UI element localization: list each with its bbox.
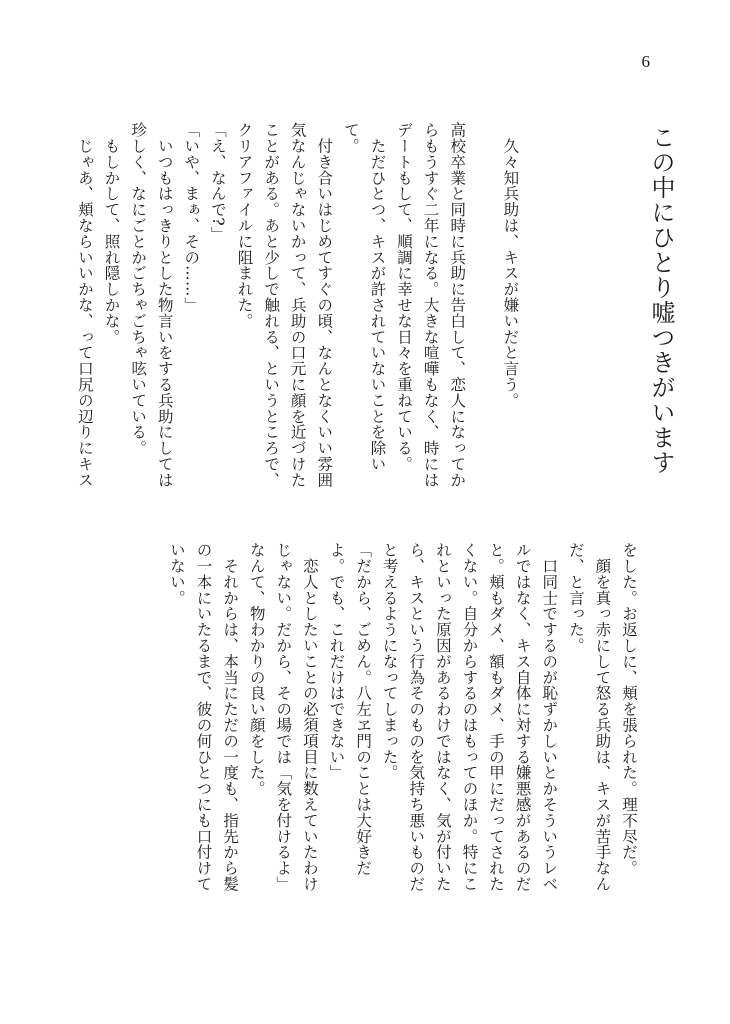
body-text-lower bbox=[163, 542, 642, 902]
dialogue-line: 「だから、ごめん。八左ヱ門のことは大好きだよ。でも、これだけはできない」 bbox=[327, 542, 373, 876]
blank-line bbox=[470, 122, 497, 492]
body-text-upper bbox=[71, 122, 550, 492]
paragraph: 口同士でするのが恥ずかしいとかそういうレベルではなく、キス自体に対する嫌悪感があるのだと。頬もダメ、額もダメ、手の甲にだってされたくない。自分からするのはもってのほか。特にこれといった原因があるわけではなく、気が付いたら、キスという行為そのものを気持ち悪いものだと考えるようになってしまった。 bbox=[380, 542, 559, 892]
paragraph: いつもはっきりとした物言いをする兵助にしては珍しく、なにごとかごちゃごちゃ呟いている。 bbox=[129, 122, 174, 488]
chapter-title: この中にひとり嘘つきがいます bbox=[647, 125, 675, 475]
dialogue-line: 「え、なんで?」 bbox=[208, 122, 227, 243]
paragraph: 顔を真っ赤にして怒る兵助は、キスが苦手なんだ、と言った。 bbox=[566, 542, 612, 892]
blank-line bbox=[523, 122, 550, 492]
paragraph: 恋人としたいことの必須項目に数えていたわけじゃない。だから、その場では「気を付けるよ」なんて、物わかりの良い顔をした。 bbox=[247, 542, 319, 892]
paragraph: それからは、本当にただの一度も、指先から髪の一本にいたるまで、彼の何ひとつにも口付けていない。 bbox=[167, 542, 240, 892]
paragraph: じゃあ、頬ならいいかな、って口尻の辺りにキス bbox=[75, 122, 94, 488]
paragraph: 久々知兵助は、キスが嫌いだと言う。 bbox=[501, 122, 520, 409]
paragraph: 高校卒業と同時に兵助に告白して、恋人になってからもうすぐ二年になる。大きな喧嘩もなく、時にはデートもして、順調に幸せな日々を重ねている。 bbox=[395, 122, 467, 488]
paragraph: をした。お返しに、頬を張られた。理不尽だ。 bbox=[620, 542, 638, 876]
paragraph: 付き合いはじめてすぐの頃、なんとなくいい雰囲気なんじゃないかって、兵助の口元に顔を近づけたことがある。あと少しで触れる、というところで、クリアファイルに阻まれた。 bbox=[235, 122, 334, 488]
page-number: 6 bbox=[641, 52, 650, 71]
dialogue-line: 「いや、まぁ、その……」 bbox=[182, 122, 201, 313]
paragraph: ただひとつ、キスが許されていないことを除いて。 bbox=[341, 122, 387, 472]
paragraph: もしかして、照れ隠しかな。 bbox=[102, 122, 121, 345]
